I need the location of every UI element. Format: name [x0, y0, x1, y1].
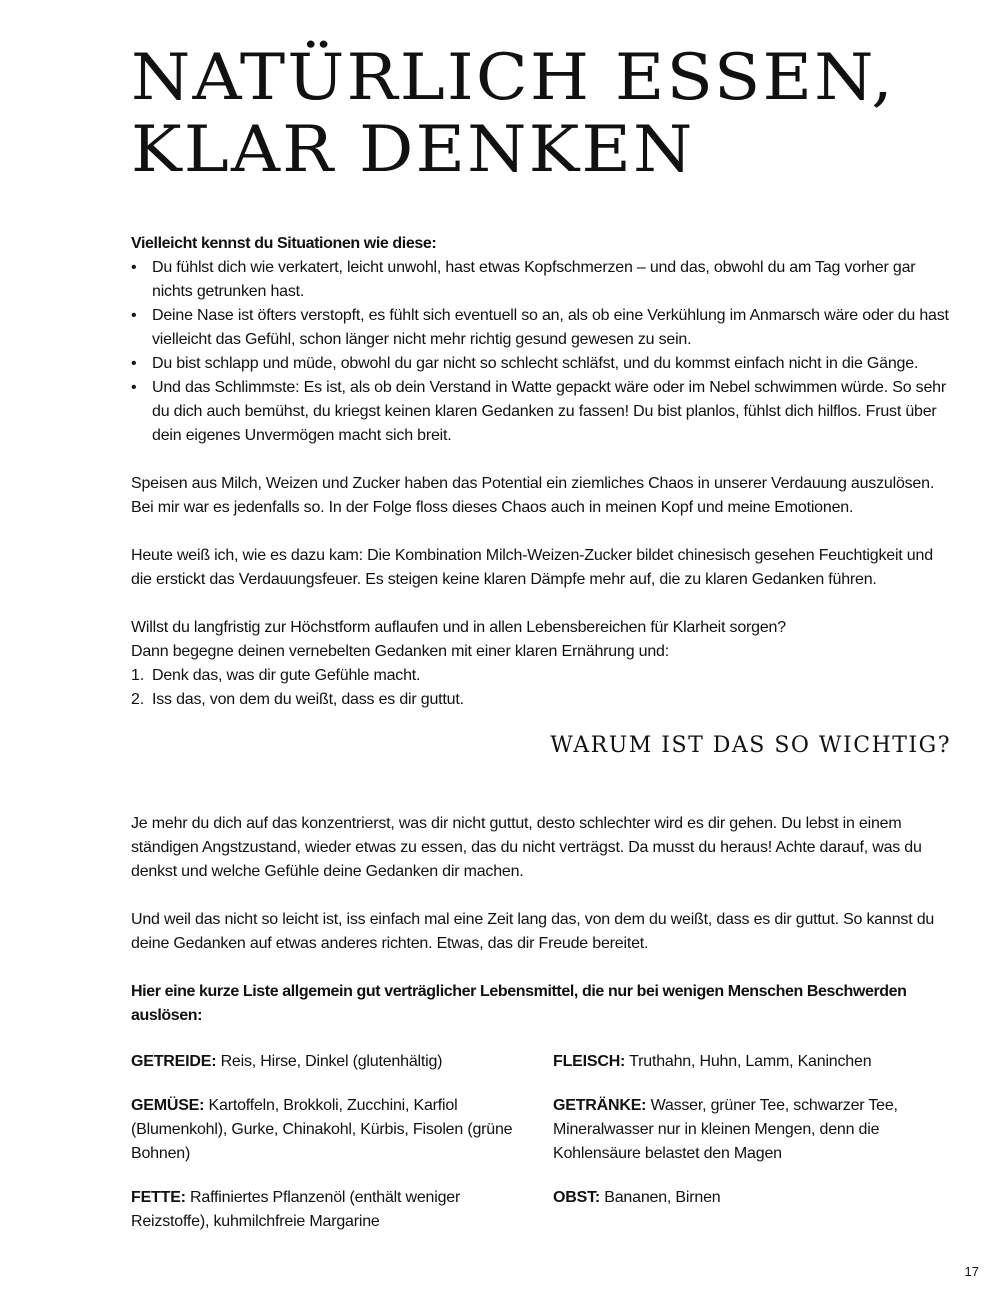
food-column-left [131, 1050, 531, 1254]
food-values: Kartoffeln, Brokkoli, Zucchini, Karfiol (Blumenkohl), Gurke, Chinakohl, Kürbis, Fisolen (grüne Bohnen) [131, 1097, 513, 1162]
paragraph: Dann begegne deinen vernebelten Gedanken mit einer klaren Ernährung und: [131, 643, 669, 660]
step-number: 2. [131, 691, 144, 708]
page-number: 17 [964, 1264, 979, 1279]
food-item [131, 1186, 531, 1234]
paragraph: Willst du langfristig zur Höchstform auflaufen und in allen Lebensbereichen für Klarheit sorgen? [131, 619, 786, 636]
food-category: GETRÄNKE: [553, 1097, 647, 1114]
food-item [131, 1050, 531, 1074]
food-list-intro: Hier eine kurze Liste allgemein gut verträglicher Lebensmittel, die nur bei wenigen Menschen Beschwerden auslösen: [131, 983, 907, 1024]
food-values: Wasser, grüner Tee, schwarzer Tee, Mineralwasser nur in kleinen Mengen, denn die Kohlensäure belastet den Magen [553, 1097, 898, 1162]
step-text: Denk das, was dir gute Gefühle macht. [152, 667, 421, 684]
food-category: OBST: [553, 1189, 601, 1206]
paragraph: Und weil das nicht so leicht ist, iss einfach mal eine Zeit lang das, von dem du weißt, dass es dir guttut. So kannst du deine Gedanken auf etwas anderes richten. Etwas, das dir Freude bereitet. [131, 911, 935, 952]
paragraph: Je mehr du dich auf das konzentrierst, was dir nicht guttut, desto schlechter wird es dir gehen. Du lebst in einem ständigen Angstzustand, wieder etwas zu essen, das du nicht verträgst. Da musst du heraus! Achte darauf, was du denkst und welche Gefühle deine Gedanken dir machen. [131, 815, 922, 880]
food-category: GEMÜSE: [131, 1097, 205, 1114]
food-item [553, 1050, 951, 1074]
steps-list [131, 664, 951, 712]
section-heading: WARUM IST DAS SO WICHTIG? [550, 733, 951, 758]
food-column-right [553, 1050, 951, 1254]
food-item [131, 1094, 531, 1166]
list-item: • Du fühlst dich wie verkatert, leicht unwohl, hast etwas Kopfschmerzen – und das, obwohl du am Tag vorher gar nichts getrunken hast. [131, 256, 951, 304]
intro-lead: Vielleicht kennst du Situationen wie diese: [131, 235, 437, 252]
list-item [131, 664, 951, 688]
food-item [553, 1186, 951, 1210]
food-item [553, 1094, 951, 1166]
step-text: Iss das, von dem du weißt, dass es dir guttut. [152, 691, 464, 708]
paragraph: Heute weiß ich, wie es dazu kam: Die Kombination Milch-Weizen-Zucker bildet chinesisch gesehen Feuchtigkeit und die erstickt das Verdauungsfeuer. Es steigen keine klaren Dämpfe mehr auf, die zu klaren Gedanken führen. [131, 547, 933, 588]
food-category: GETREIDE: [131, 1053, 217, 1070]
list-item: • Du bist schlapp und müde, obwohl du gar nicht so schlecht schläfst, und du kommst einfach nicht in die Gänge. [131, 352, 951, 376]
article-body [131, 232, 951, 1254]
food-values: Bananen, Birnen [604, 1189, 721, 1206]
food-values: Truthahn, Huhn, Lamm, Kaninchen [629, 1053, 872, 1070]
paragraph: Speisen aus Milch, Weizen und Zucker haben das Potential ein ziemliches Chaos in unserer Verdauung auszulösen. Bei mir war es jedenfalls so. In der Folge floss dieses Chaos auch in meinen Kopf und meine Emotionen. [131, 475, 935, 516]
food-list [131, 1050, 951, 1254]
step-number: 1. [131, 667, 144, 684]
symptom-list [131, 256, 951, 448]
list-item: • Deine Nase ist öfters verstopft, es fühlt sich eventuell so an, als ob eine Verkühlung im Anmarsch wäre oder du hast vielleicht das Gefühl, schon länger nicht mehr richtig gesund gewesen zu sein. [131, 304, 951, 352]
food-category: FLEISCH: [553, 1053, 626, 1070]
list-item [131, 688, 951, 712]
list-item: • Und das Schlimmste: Es ist, als ob dein Verstand in Watte gepackt wäre oder im Nebel schwimmen würde. So sehr du dich auch bemühst, du kriegst keinen klaren Gedanken zu fassen! Du bist planlos, fühlst dich hilflos. Frust über dein eigenes Unvermögen macht sich breit. [131, 376, 951, 448]
food-values: Reis, Hirse, Dinkel (glutenhältig) [220, 1053, 443, 1070]
page-title-line-2: KLAR DENKEN [131, 113, 695, 187]
food-values: Raffiniertes Pflanzenöl (enthält weniger Reizstoffe), kuhmilchfreie Margarine [131, 1189, 461, 1230]
food-category: FETTE: [131, 1189, 186, 1206]
page-title-line-1: NATÜRLICH ESSEN, [131, 41, 895, 115]
page-title [131, 42, 895, 186]
